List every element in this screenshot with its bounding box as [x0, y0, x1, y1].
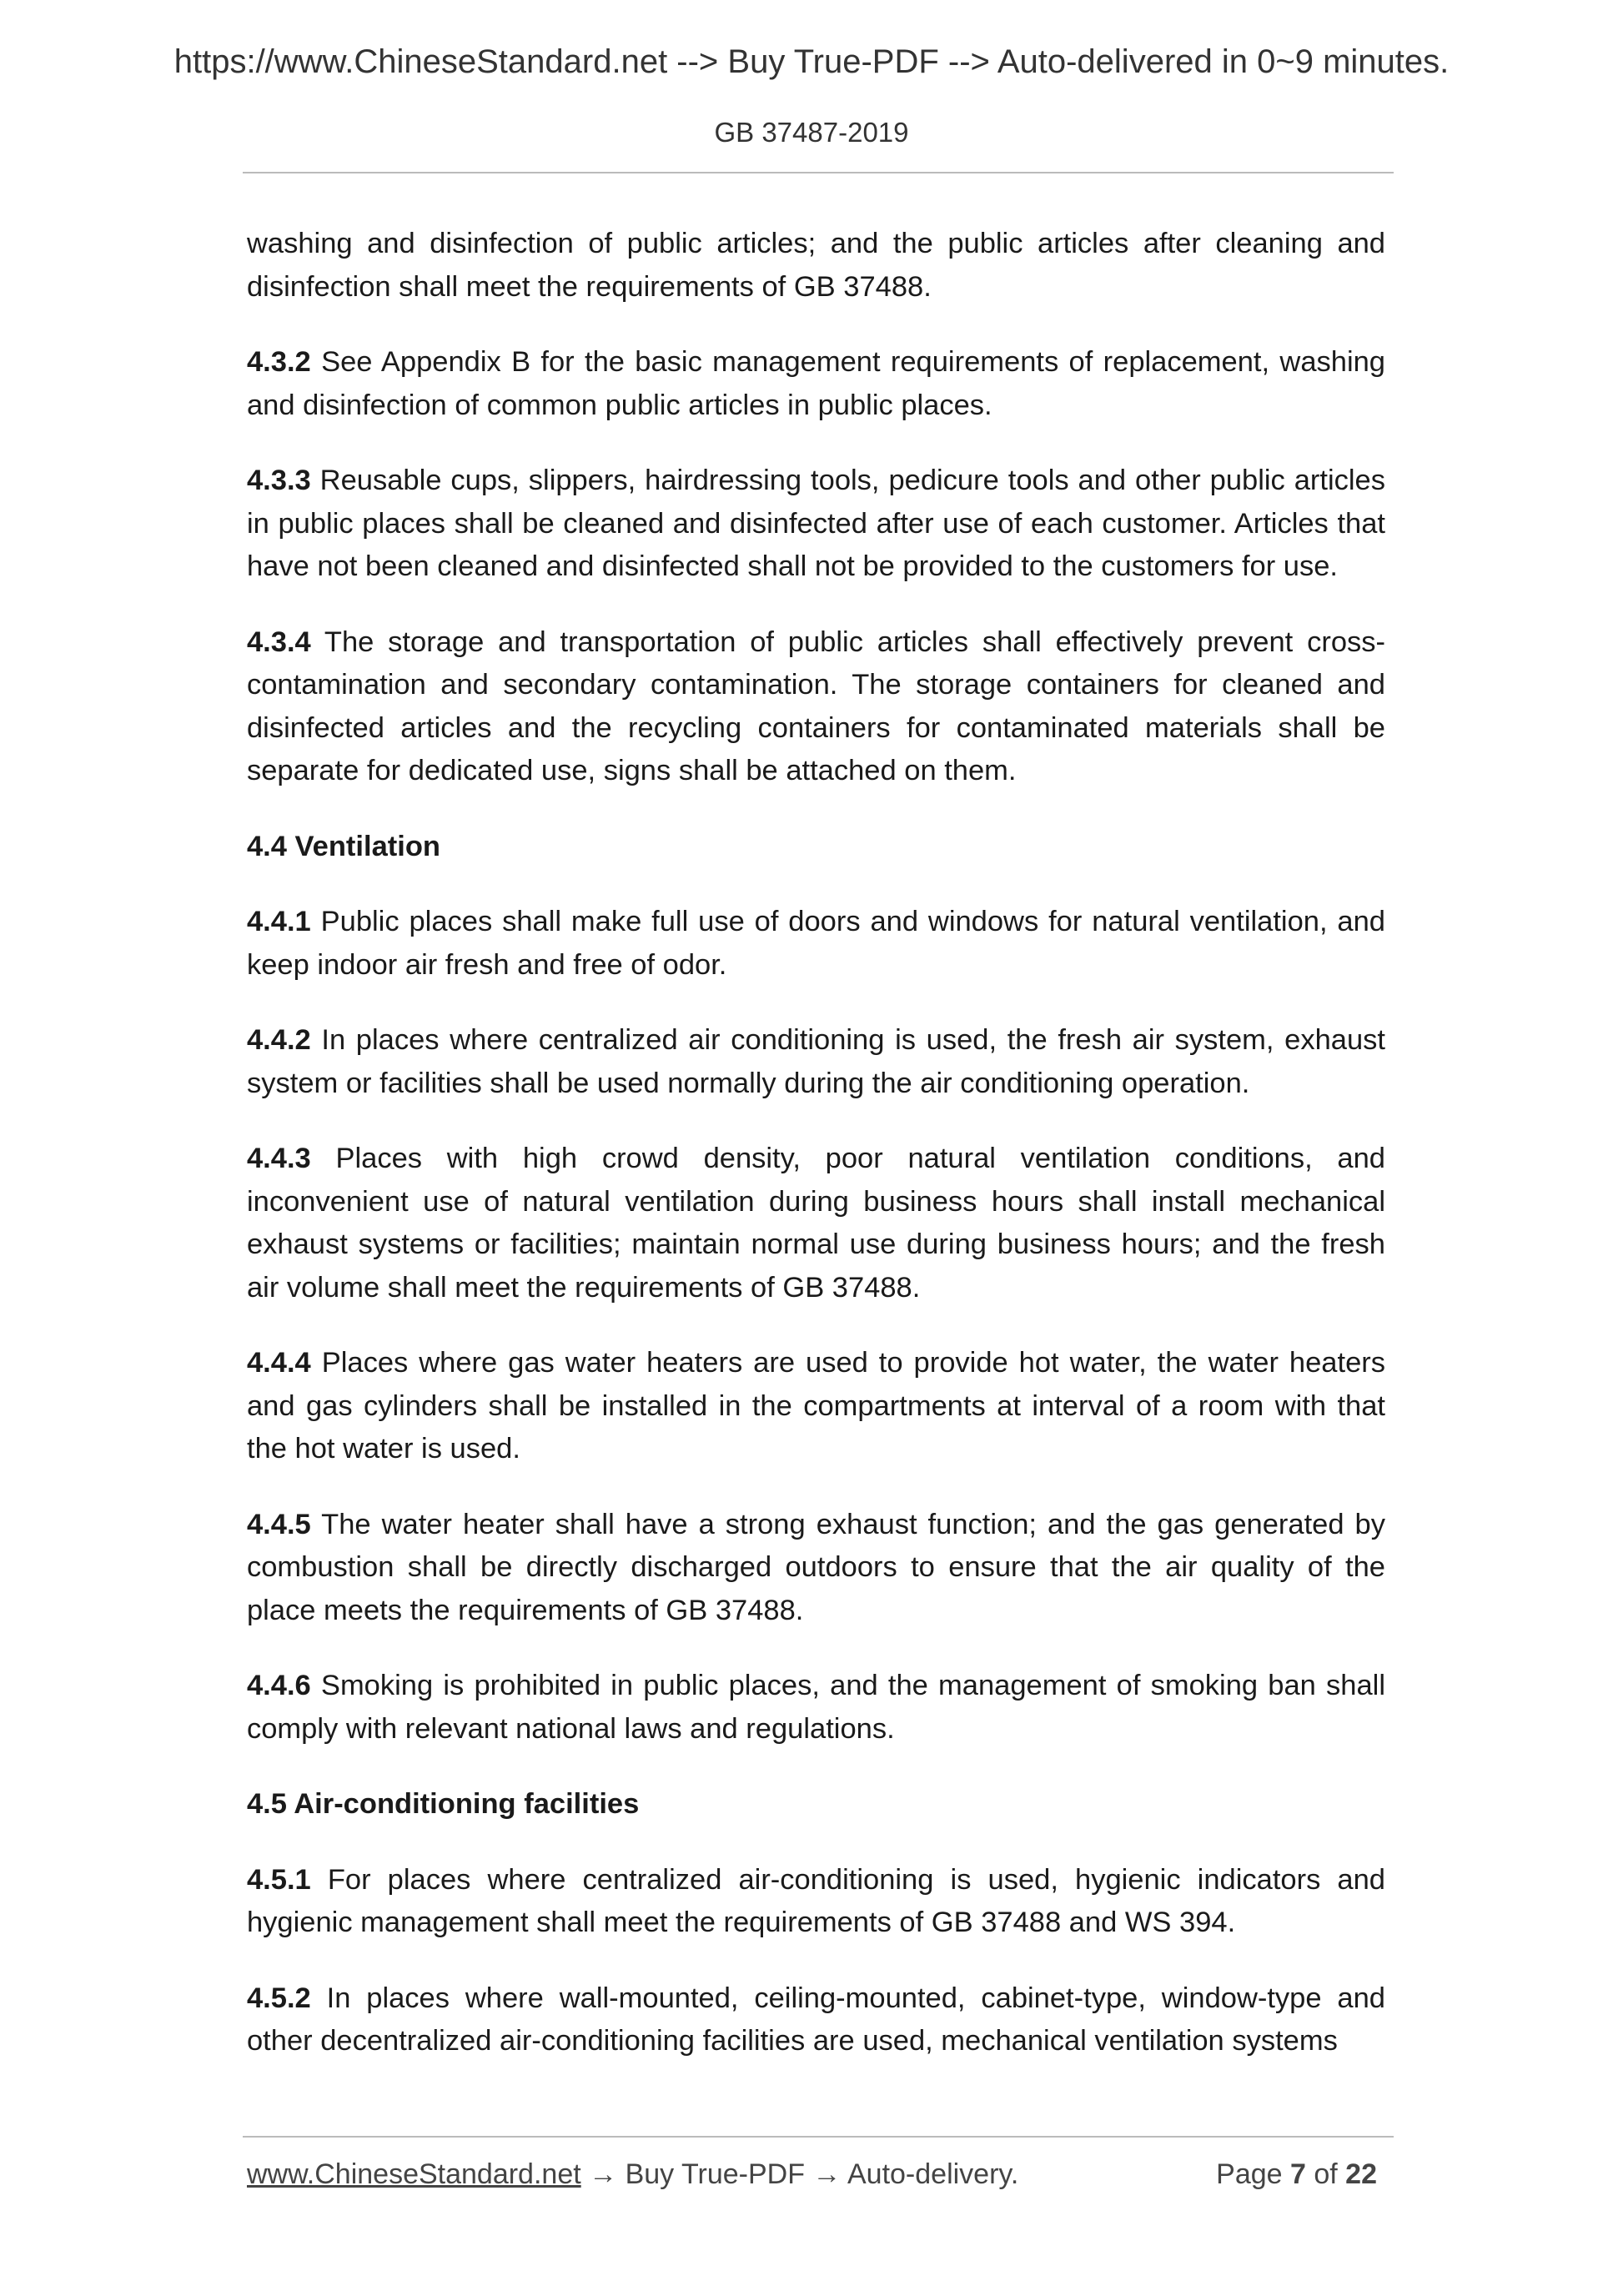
page-number: [1216, 2158, 1377, 2191]
footer-site-link[interactable]: www.ChineseStandard.net: [247, 2158, 581, 2190]
section-heading-ventilation: 4.4 Ventilation: [247, 830, 440, 862]
header-divider: [243, 172, 1394, 173]
document-id: GB 37487-2019: [714, 117, 909, 148]
clause-text: The storage and transportation of public articles shall effectively prevent cross-contamination and secondary contamination. The storage containers for cleaned and disinfected articles and the recycling containers for contaminated materials shall be separate for dedicated use, signs shall be attached on them.: [247, 625, 1385, 786]
clause-text: Places with high crowd density, poor natural ventilation conditions, and inconvenient use of natural ventilation during business hours shall install mechanical exhaust systems or facilities; maintain normal use during business hours; and the fresh air volume shall meet the requirements of GB 37488.: [247, 1143, 1385, 1304]
clause-text: Places where gas water heaters are used to provide hot water, the water heaters and gas cylinders shall be installed in the compartments at interval of a room with that the hot water is used.: [247, 1347, 1385, 1465]
clause-4-4-2: [247, 1019, 1385, 1105]
footer-tagline: → Buy True-PDF → Auto-delivery.: [580, 2158, 1019, 2190]
clause-number: 4.4.2: [247, 1024, 311, 1056]
clause-number: 4.4.6: [247, 1670, 311, 1701]
clause-number: 4.4.4: [247, 1347, 311, 1379]
clause-number: 4.3.3: [247, 465, 311, 496]
page-of: of: [1305, 2158, 1346, 2190]
page-label: Page: [1216, 2158, 1290, 2190]
page-current: 7: [1290, 2158, 1306, 2190]
source-banner: https://www.ChineseStandard.net --> Buy True-PDF --> Auto-delivered in 0~9 minutes.: [173, 43, 1450, 80]
clause-number: 4.5.2: [247, 1982, 311, 2014]
clause-number: 4.5.1: [247, 1863, 311, 1896]
clause-4-4-1: [247, 901, 1385, 987]
clause-4-3-3: [247, 460, 1385, 589]
footer-divider: [243, 2136, 1394, 2138]
clause-4-5-1: [247, 1859, 1385, 1945]
clause-number: 4.4.5: [247, 1508, 311, 1540]
clause-text: In places where centralized air conditioning is used, the fresh air system, exhaust system or facilities shall be used normally during the air conditioning operation.: [247, 1024, 1385, 1099]
clause-4-4-3: [247, 1138, 1385, 1309]
page-footer: [247, 2158, 1377, 2191]
clause-text: Reusable cups, slippers, hairdressing tools, pedicure tools and other public articles in public places shall be cleaned and disinfected after use of each customer. Articles that have not been cleaned and disinfected shall not be provided to the customers for use.: [247, 465, 1385, 582]
clause-number: 4.4.1: [247, 906, 311, 937]
footer-promo: [247, 2158, 1018, 2191]
clause-4-3-2: [247, 341, 1385, 427]
clause-4-4-6: [247, 1665, 1385, 1751]
clause-text: Public places shall make full use of doors and windows for natural ventilation, and keep indoor air fresh and free of odor.: [247, 906, 1385, 981]
clause-4-5-2: [247, 1977, 1385, 2063]
clause-number: 4.4.3: [247, 1143, 311, 1174]
clause-text: In places where wall-mounted, ceiling-mounted, cabinet-type, window-type and other decentralized air-conditioning facilities are used, mechanical ventilation systems: [247, 1982, 1385, 2057]
clause-4-3-4: [247, 621, 1385, 793]
section-heading-air-conditioning: 4.5 Air-conditioning facilities: [247, 1788, 640, 1820]
clause-4-4-4: [247, 1342, 1385, 1471]
clause-text: Smoking is prohibited in public places, and the management of smoking ban shall comply with relevant national laws and regulations.: [247, 1670, 1385, 1745]
clause-number: 4.3.4: [247, 625, 311, 658]
clause-number: 4.3.2: [247, 346, 311, 378]
clause-text: See Appendix B for the basic management requirements of replacement, washing and disinfection of common public articles in public places.: [247, 346, 1385, 421]
clause-text: For places where centralized air-conditioning is used, hygienic indicators and hygienic management shall meet the requirements of GB 37488 and WS 394.: [247, 1863, 1385, 1938]
page-total: 22: [1345, 2158, 1377, 2190]
clause-4-4-5: [247, 1504, 1385, 1633]
paragraph-continued: washing and disinfection of public articles; and the public articles after cleaning and disinfection shall meet the requirements of GB 37488.: [247, 228, 1385, 303]
clause-text: The water heater shall have a strong exhaust function; and the gas generated by combustion shall be directly discharged outdoors to ensure that the air quality of the place meets the requirements of GB 37488.: [247, 1508, 1385, 1626]
document-body: [247, 223, 1385, 2096]
